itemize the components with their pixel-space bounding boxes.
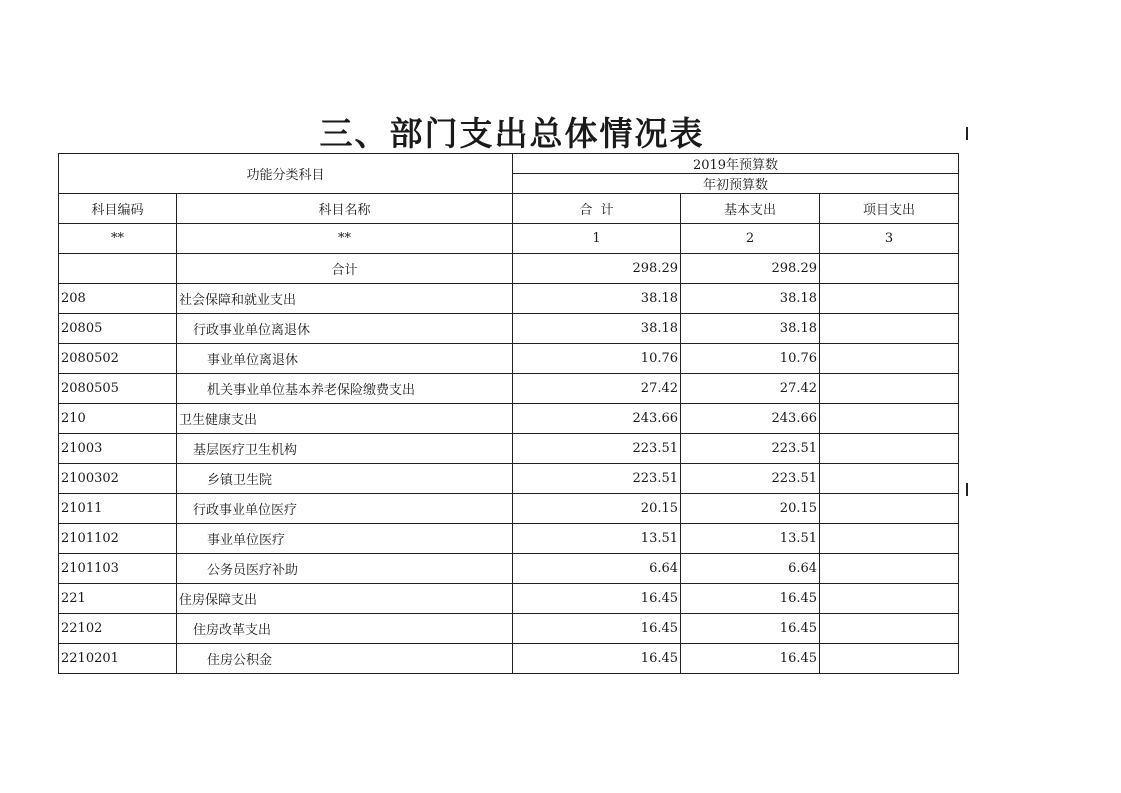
row-code: 2080505 — [59, 374, 177, 404]
table-row — [59, 614, 959, 644]
table-row — [59, 374, 959, 404]
row-basic: 27.42 — [681, 374, 820, 404]
index-total: 1 — [513, 224, 681, 254]
row-project — [820, 584, 959, 614]
table-row — [59, 254, 959, 284]
row-total: 20.15 — [513, 494, 681, 524]
row-project — [820, 314, 959, 344]
row-code: 21003 — [59, 434, 177, 464]
row-basic: 298.29 — [681, 254, 820, 284]
row-total: 6.64 — [513, 554, 681, 584]
table-row — [59, 434, 959, 464]
row-total: 16.45 — [513, 614, 681, 644]
row-code: 208 — [59, 284, 177, 314]
row-project — [820, 404, 959, 434]
index-basic: 2 — [681, 224, 820, 254]
table-row — [59, 314, 959, 344]
row-basic: 16.45 — [681, 584, 820, 614]
row-name: 住房改革支出 — [177, 614, 513, 644]
row-code — [59, 254, 177, 284]
row-name: 社会保障和就业支出 — [177, 284, 513, 314]
row-name: 卫生健康支出 — [177, 404, 513, 434]
row-code: 21011 — [59, 494, 177, 524]
name-header: 科目名称 — [177, 194, 513, 224]
row-basic: 16.45 — [681, 614, 820, 644]
expenditure-table — [58, 153, 959, 674]
row-project — [820, 284, 959, 314]
table-row — [59, 404, 959, 434]
row-project — [820, 614, 959, 644]
row-total: 16.45 — [513, 644, 681, 674]
page-title: 三、部门支出总体情况表 — [319, 114, 705, 153]
row-name: 行政事业单位医疗 — [177, 494, 513, 524]
column-header-row — [59, 194, 959, 224]
row-total: 13.51 — [513, 524, 681, 554]
row-code: 210 — [59, 404, 177, 434]
row-basic: 38.18 — [681, 284, 820, 314]
table-row — [59, 464, 959, 494]
year-budget-header: 2019年预算数 — [513, 154, 959, 174]
table-row — [59, 584, 959, 614]
initial-budget-header: 年初预算数 — [513, 174, 959, 194]
row-code: 2101103 — [59, 554, 177, 584]
row-total: 27.42 — [513, 374, 681, 404]
row-code: 2101102 — [59, 524, 177, 554]
row-code: 2080502 — [59, 344, 177, 374]
index-name: ** — [177, 224, 513, 254]
row-basic: 223.51 — [681, 464, 820, 494]
row-basic: 16.45 — [681, 644, 820, 674]
row-project — [820, 464, 959, 494]
row-name: 住房公积金 — [177, 644, 513, 674]
row-basic: 223.51 — [681, 434, 820, 464]
row-name: 机关事业单位基本养老保险缴费支出 — [177, 374, 513, 404]
row-name: 事业单位医疗 — [177, 524, 513, 554]
row-name: 行政事业单位离退休 — [177, 314, 513, 344]
row-project — [820, 434, 959, 464]
scan-mark — [966, 127, 968, 140]
row-code: 22102 — [59, 614, 177, 644]
row-code: 2210201 — [59, 644, 177, 674]
row-basic: 243.66 — [681, 404, 820, 434]
basic-header: 基本支出 — [681, 194, 820, 224]
table-row — [59, 524, 959, 554]
row-total: 223.51 — [513, 464, 681, 494]
row-basic: 20.15 — [681, 494, 820, 524]
row-total: 38.18 — [513, 314, 681, 344]
row-basic: 10.76 — [681, 344, 820, 374]
row-code: 2100302 — [59, 464, 177, 494]
function-category-header: 功能分类科目 — [59, 154, 513, 194]
row-total: 16.45 — [513, 584, 681, 614]
row-name: 基层医疗卫生机构 — [177, 434, 513, 464]
table-body — [59, 254, 959, 674]
code-header: 科目编码 — [59, 194, 177, 224]
table-row — [59, 344, 959, 374]
row-total: 298.29 — [513, 254, 681, 284]
row-project — [820, 344, 959, 374]
index-code: ** — [59, 224, 177, 254]
row-project — [820, 524, 959, 554]
row-project — [820, 554, 959, 584]
row-name: 合计 — [177, 254, 513, 284]
row-code: 20805 — [59, 314, 177, 344]
row-project — [820, 374, 959, 404]
row-name: 乡镇卫生院 — [177, 464, 513, 494]
index-row — [59, 224, 959, 254]
row-name: 住房保障支出 — [177, 584, 513, 614]
row-project — [820, 254, 959, 284]
row-basic: 13.51 — [681, 524, 820, 554]
project-header: 项目支出 — [820, 194, 959, 224]
row-basic: 6.64 — [681, 554, 820, 584]
row-total: 223.51 — [513, 434, 681, 464]
header-row — [59, 154, 959, 174]
table-row — [59, 284, 959, 314]
row-basic: 38.18 — [681, 314, 820, 344]
row-total: 10.76 — [513, 344, 681, 374]
row-name: 公务员医疗补助 — [177, 554, 513, 584]
row-project — [820, 644, 959, 674]
row-total: 38.18 — [513, 284, 681, 314]
row-name: 事业单位离退休 — [177, 344, 513, 374]
index-project: 3 — [820, 224, 959, 254]
table-row — [59, 644, 959, 674]
scan-mark — [966, 483, 968, 496]
row-project — [820, 494, 959, 524]
total-header: 合 计 — [513, 194, 681, 224]
row-code: 221 — [59, 584, 177, 614]
table-row — [59, 554, 959, 584]
table-row — [59, 494, 959, 524]
row-total: 243.66 — [513, 404, 681, 434]
